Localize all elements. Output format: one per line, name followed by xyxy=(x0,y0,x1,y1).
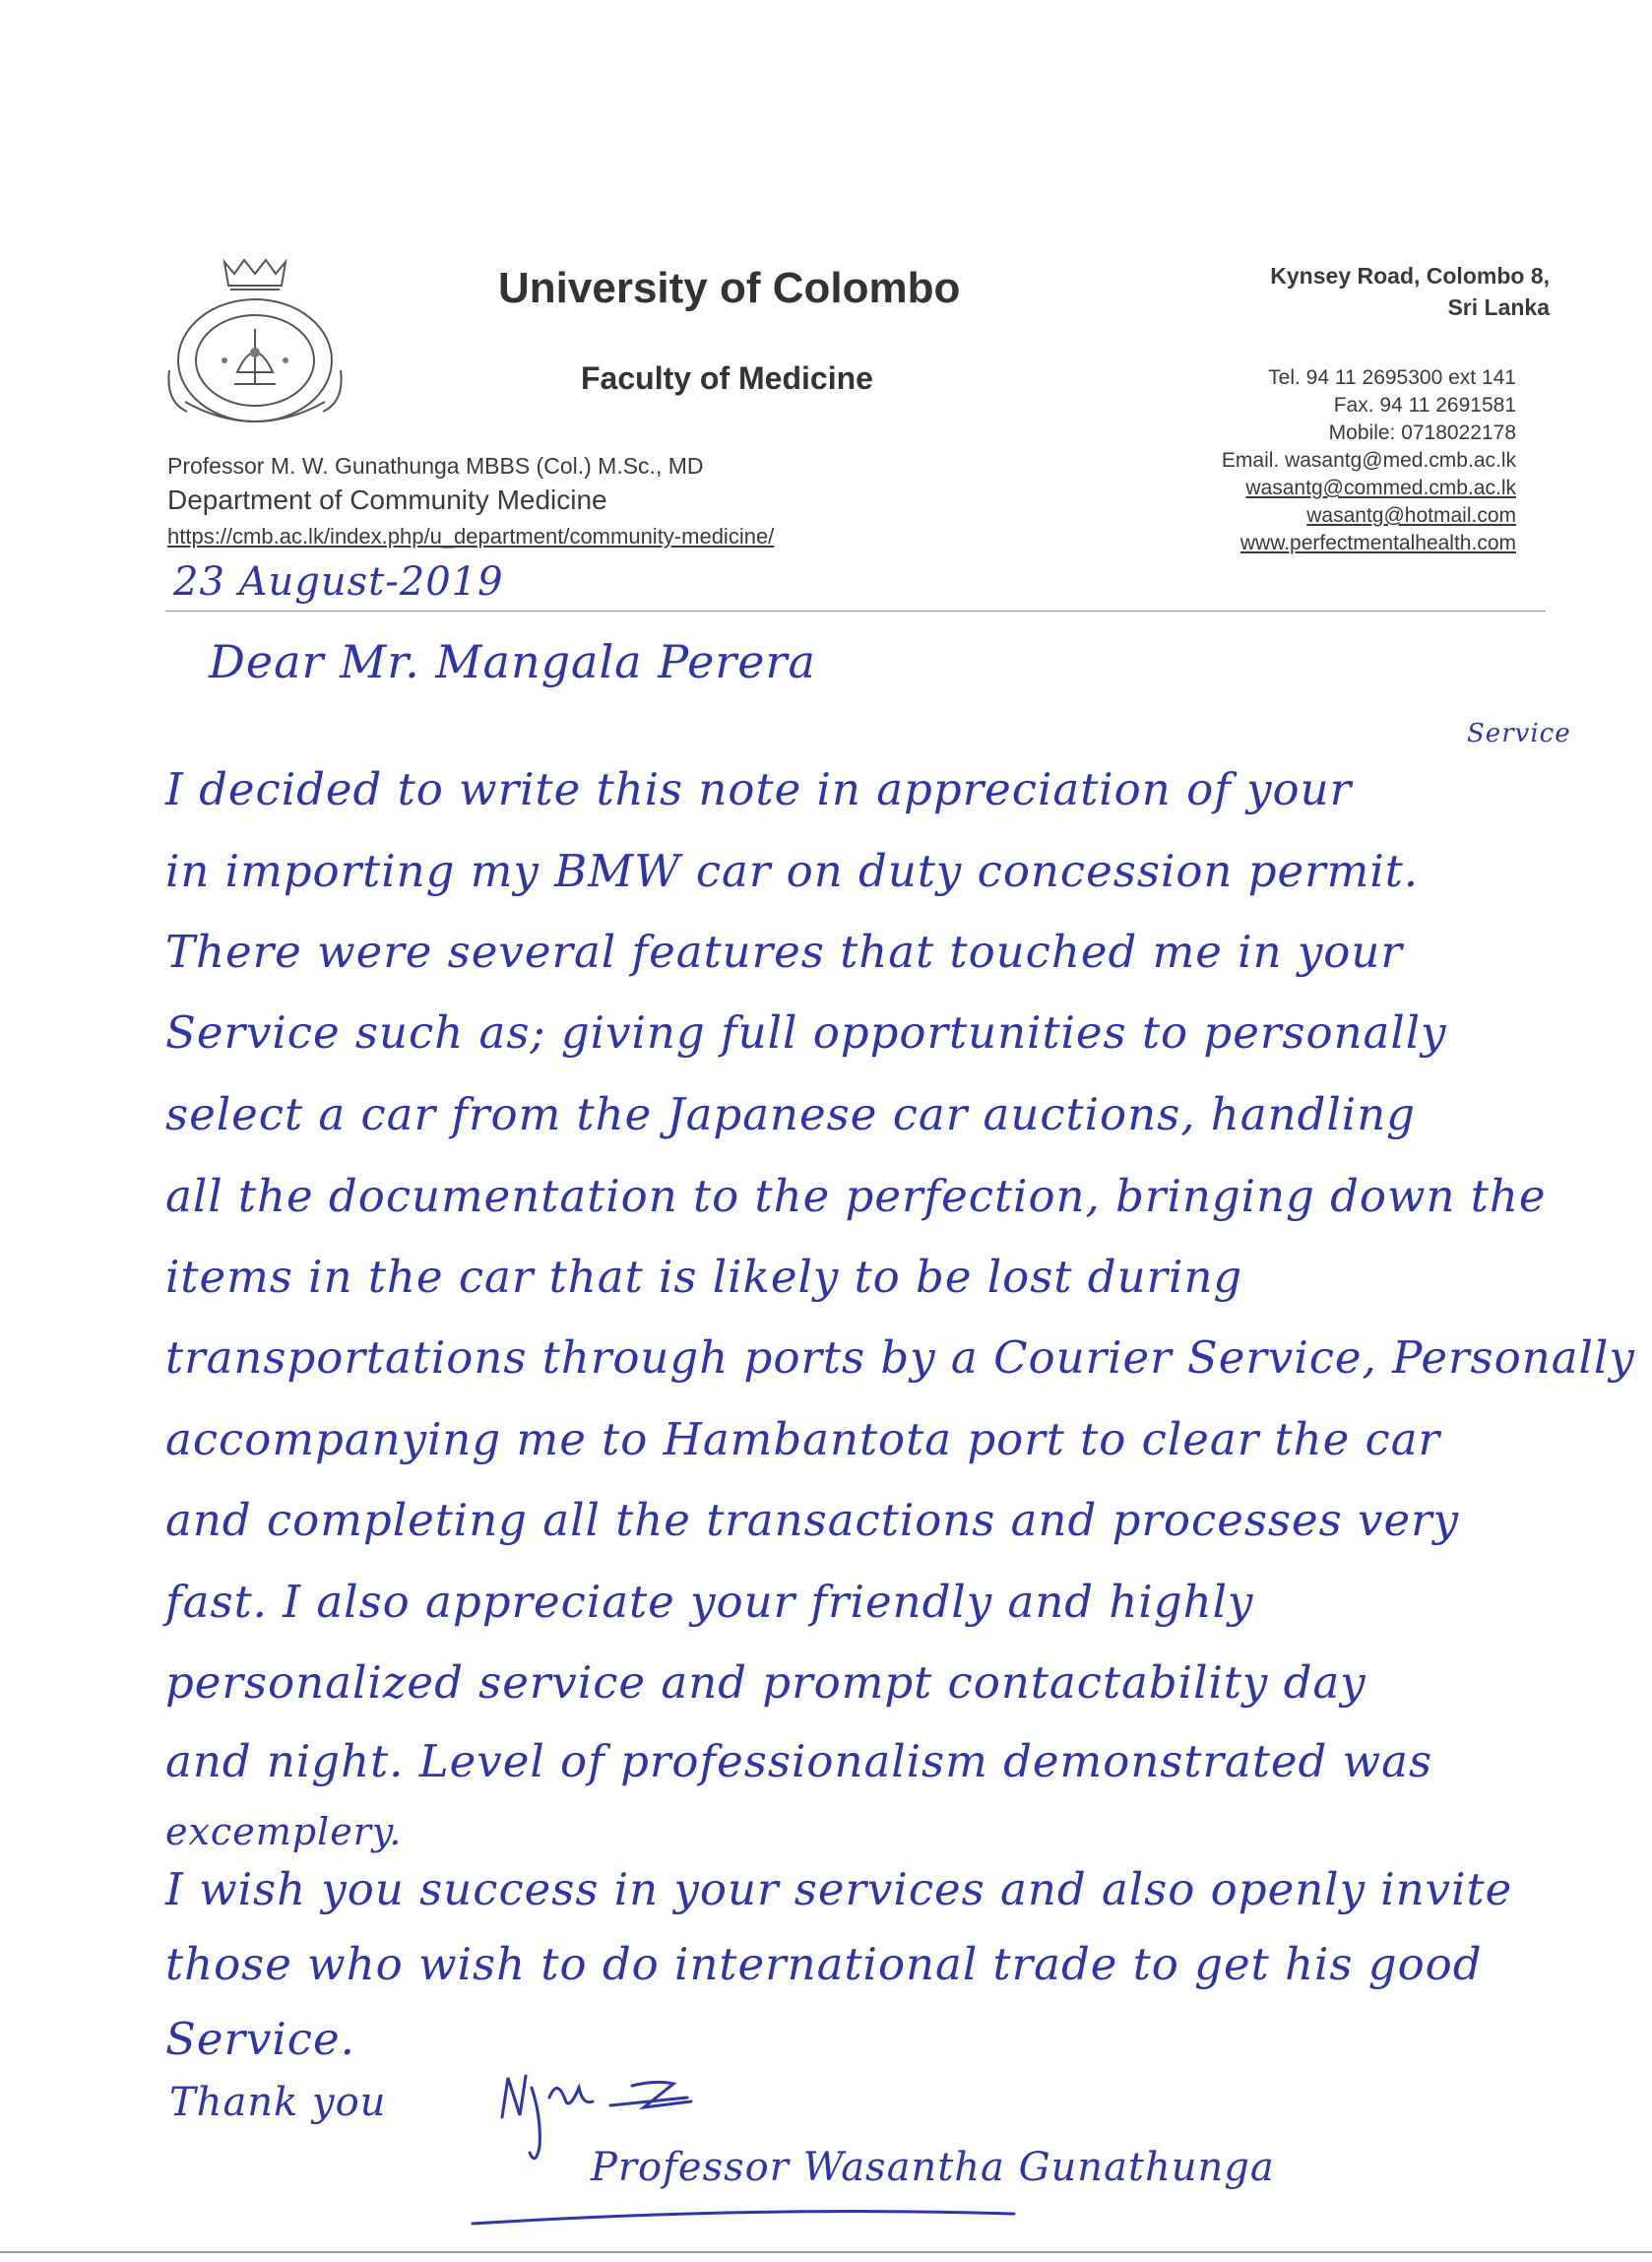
address-line-1: Kynsey Road, Colombo 8, xyxy=(1270,263,1550,289)
university-name: University of Colombo xyxy=(498,264,961,312)
inserted-word: Service xyxy=(1467,719,1571,748)
address-line-2: Sri Lanka xyxy=(1447,294,1550,320)
letter-line-3: There were several features that touched me in your xyxy=(165,926,1403,978)
professor-credentials: Professor M. W. Gunathunga MBBS (Col.) M.Sc., MD xyxy=(167,453,704,479)
letter-line-16: those who wish to do international trade to get his good xyxy=(165,1938,1483,1990)
letter-line-12: personalized service and prompt contactability day xyxy=(165,1656,1366,1709)
page-bottom-edge xyxy=(0,2251,1652,2253)
letter-line-17: Service. xyxy=(165,2013,355,2065)
letter-line-8: transportations through ports by a Courier Service, Personally xyxy=(165,1331,1635,1384)
letter-line-13: and night. Level of professionalism demonstrated was xyxy=(165,1735,1433,1787)
letter-line-11: fast. I also appreciate your friendly and highly xyxy=(165,1576,1254,1628)
fax: Fax. 94 11 2691581 xyxy=(1333,394,1516,417)
letter-line-10: and completing all the transactions and processes very xyxy=(165,1494,1460,1546)
website-link[interactable]: www.perfectmentalhealth.com xyxy=(1239,532,1516,554)
letter-line-9: accompanying me to Hambantota port to clear the car xyxy=(165,1413,1441,1465)
department-url-link[interactable]: https://cmb.ac.lk/index.php/u_department/community-medicine/ xyxy=(167,524,775,549)
letter-line-15: I wish you success in your services and also openly invite xyxy=(165,1863,1513,1915)
contact-block xyxy=(1222,364,1516,557)
university-crest-icon xyxy=(165,254,345,431)
closing: Thank you xyxy=(169,2080,387,2125)
letter-line-6: all the documentation to the perfection, bringing down the xyxy=(165,1170,1547,1222)
letter-line-4: Service such as; giving full opportunities to personally xyxy=(165,1006,1447,1059)
letter-line-5: select a car from the Japanese car auctions, handling xyxy=(165,1088,1416,1140)
email-hotmail-link[interactable]: wasantg@hotmail.com xyxy=(1306,504,1516,527)
letterhead-divider xyxy=(165,611,1546,612)
faculty-name: Faculty of Medicine xyxy=(581,360,873,396)
letter-date: 23 August-2019 xyxy=(173,559,504,605)
letter-line-14: excemplery. xyxy=(165,1810,403,1853)
salutation: Dear Mr. Mangala Perera xyxy=(209,635,816,688)
letter-line-2: in importing my BMW car on duty concession permit. xyxy=(165,845,1420,897)
telephone: Tel. 94 11 2695300 ext 141 xyxy=(1268,366,1516,389)
department-name: Department of Community Medicine xyxy=(167,485,607,515)
signature-name: Professor Wasantha Gunathunga xyxy=(591,2145,1275,2190)
mobile: Mobile: 0718022178 xyxy=(1328,421,1516,444)
address-block xyxy=(1270,260,1550,323)
letter-line-7: items in the car that is likely to be lost during xyxy=(165,1251,1243,1303)
email-primary: Email. wasantg@med.cmb.ac.lk xyxy=(1221,449,1516,472)
letter-line-1: I decided to write this note in appreciation of your xyxy=(165,763,1353,815)
email-commed-link[interactable]: wasantg@commed.cmb.ac.lk xyxy=(1245,477,1516,499)
